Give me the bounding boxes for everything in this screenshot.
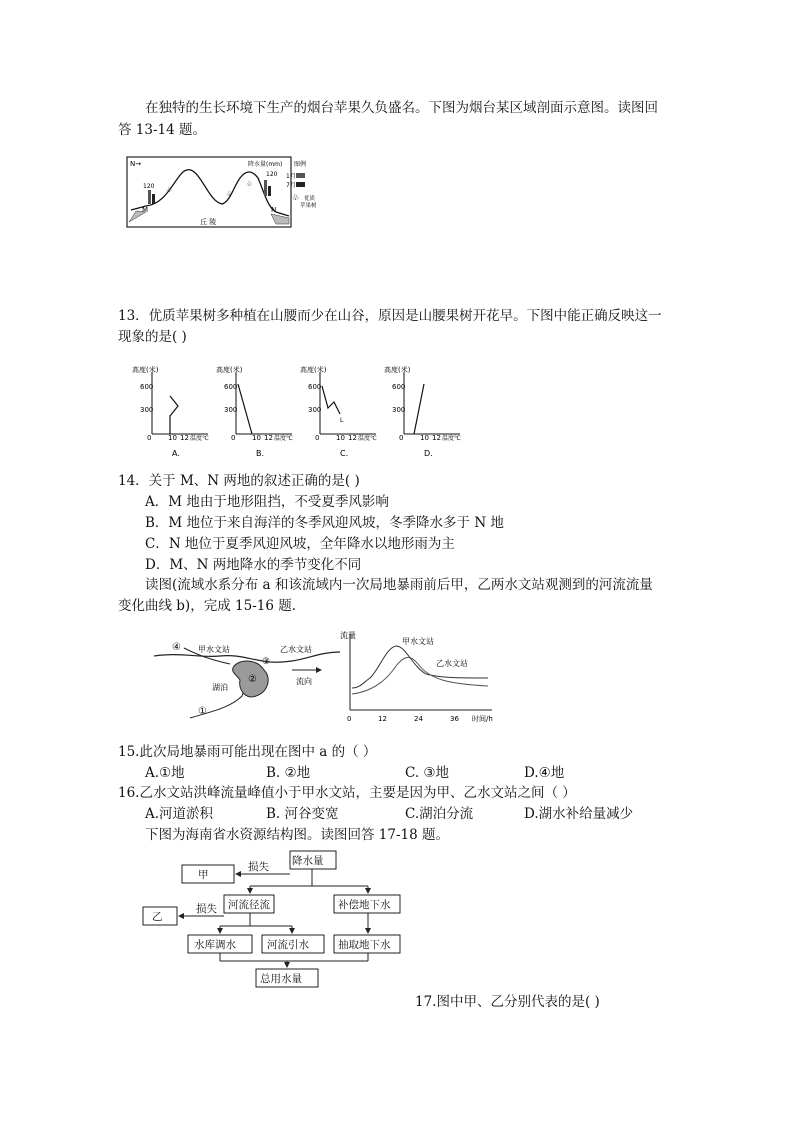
q15-stem: 15.此次局地暴雨可能出现在图中 a 的（ ） [118,744,377,760]
circle-2: ② [248,674,257,685]
q15-option-a: A.①地 [145,765,185,781]
q15-option-c: C. ③地 [405,765,450,781]
svg-text:24: 24 [414,715,423,723]
q17-stem: 17.图中甲、乙分别代表的是( ) [415,994,600,1010]
svg-text:温度℃: 温度℃ [274,435,293,442]
q14-stem: 14．关于 M、N 两地的叙述正确的是( ) [118,473,360,489]
label-N: N [271,206,277,214]
q16-stem: 16.乙水文站洪峰流量峰值小于甲水文站，主要是因为甲、乙水文站之间（ ） [118,785,576,801]
intro-line-1: 在独特的生长环境下生产的烟台苹果久负盛名。下图为烟台某区域剖面示意图。读图回 [145,100,658,116]
svg-text:12: 12 [348,434,357,442]
label-reservoir: 水库调水 [194,939,236,951]
svg-text:高度(米): 高度(米) [216,366,243,374]
q14-option-c: C．N 地位于夏季风迎风坡，全年降水以地形雨为主 [145,536,455,552]
svg-text:温度℃: 温度℃ [190,435,209,442]
graph-A [132,365,209,458]
svg-text:♧: ♧ [226,190,233,198]
svg-text:600: 600 [224,383,238,391]
svg-text:0: 0 [147,434,152,442]
precip-label: 降水量(mm) [248,161,283,168]
curve-yi-label: 乙水文站 [436,659,468,668]
circle-1: ① [198,706,207,717]
svg-text:♧: ♧ [246,180,253,188]
circle-3: ③ [262,657,271,667]
flow-y-axis: 流量 [340,631,356,640]
label-precip: 降水量 [292,855,324,867]
q15-option-d: D.④地 [524,765,565,781]
q13-line-2: 现象的是( ) [118,329,187,345]
q14-option-a: A．M 地由于地形阻挡，不受夏季风影响 [145,494,389,510]
svg-text:36: 36 [450,715,459,723]
left-precip-value: 120 [143,183,155,190]
intro-line-2: 答 13-14 题。 [118,122,207,138]
svg-text:12: 12 [264,434,273,442]
graph-B [216,365,293,458]
graph-D [384,365,461,458]
q16-option-a: A.河道淤积 [145,806,214,822]
apple-tree-icon: ♧ [292,193,300,202]
graph-B-label: B. [256,449,265,458]
svg-text:600: 600 [392,383,406,391]
svg-text:0: 0 [399,434,404,442]
q16-option-b: B. 河谷变宽 [266,806,339,822]
svg-text:300: 300 [224,406,238,414]
q16-option-d: D.湖水补给量减少 [524,806,634,822]
svg-text:10: 10 [336,434,345,442]
svg-text:12: 12 [432,434,441,442]
label-runoff: 河流径流 [228,899,270,911]
flow-graph [340,630,493,723]
label-yi: 乙 [152,911,163,923]
legend-apple-2: 苹果树 [300,203,317,209]
label-loss-1: 损失 [248,861,269,873]
legend-apple: 优质 [304,196,316,202]
svg-text:300: 300 [392,406,406,414]
svg-text:12: 12 [378,715,387,723]
graph-A-label: A. [172,449,180,458]
svg-text:温度℃: 温度℃ [358,435,377,442]
label-total: 总用水量 [260,973,302,985]
graph-D-label: D. [424,449,433,458]
graph-C [300,365,377,458]
legend-title: 图例 [294,161,307,168]
svg-text:10: 10 [252,434,261,442]
q15-option-b: B. ②地 [266,765,311,781]
svg-text:10: 10 [420,434,429,442]
svg-text:♧: ♧ [166,186,173,194]
svg-text:L: L [340,417,344,424]
water-structure-diagram [140,848,410,993]
lake-label: 湖泊 [212,683,228,692]
label-jia: 甲 [198,869,209,881]
intro15-line-2: 变化曲线 b)，完成 15-16 题. [118,598,296,614]
q14-option-d: D．M、N 两地降水的季节变化不同 [145,557,362,573]
precip-value: 120 [266,171,278,178]
svg-text:600: 600 [140,383,154,391]
north-arrow: N→ [130,160,142,168]
label-pumping: 抽取地下水 [338,939,391,951]
intro17: 下图为海南省水资源结构图。读图回答 17-18 题。 [145,827,449,843]
svg-text:0: 0 [231,434,236,442]
svg-text:10: 10 [168,434,177,442]
station-yi: 乙水文站 [280,645,312,654]
svg-text:0: 0 [315,434,320,442]
svg-text:温度℃: 温度℃ [442,435,461,442]
flow-x-axis: 时间/h [472,715,493,723]
svg-text:高度(米): 高度(米) [384,366,411,374]
label-loss-2: 损失 [196,903,217,915]
flow-direction-label: 流向 [296,677,312,686]
svg-text:300: 300 [140,406,154,414]
terrain-label: 丘 陵 [200,218,217,226]
svg-text:12: 12 [180,434,189,442]
circle-4: ④ [172,642,181,653]
profile-figure [126,156,322,230]
station-jia: 甲水文站 [198,645,230,654]
svg-text:高度(米): 高度(米) [132,366,159,374]
svg-text:高度(米): 高度(米) [300,366,327,374]
q13-line-1: 13．优质苹果树多种植在山腰而少在山谷，原因是山腰果树开花早。下图中能正确反映这一 [118,308,662,324]
graph-C-label: C. [340,449,349,458]
q13-graphs [128,364,464,460]
svg-text:0: 0 [347,715,352,723]
q14-option-b: B．M 地位于来自海洋的冬季风迎风坡，冬季降水多于 N 地 [145,515,504,531]
label-M: M [142,206,149,214]
legend-jul: 7月 [286,182,296,189]
q16-option-c: C.湖泊分流 [405,806,474,822]
intro15-line-1: 读图(流域水系分布 a 和该流域内一次局地暴雨前后甲，乙两水文站观测到的河流流量 [145,577,653,593]
svg-text:300: 300 [308,406,322,414]
label-recharge: 补偿地下水 [338,899,391,911]
label-diversion: 河流引水 [267,939,309,951]
legend-jan: 1月 [286,173,296,180]
curve-jia-label: 甲水文站 [402,637,434,646]
svg-text:600: 600 [308,383,322,391]
river-figure [150,630,500,726]
river-map [154,642,340,718]
